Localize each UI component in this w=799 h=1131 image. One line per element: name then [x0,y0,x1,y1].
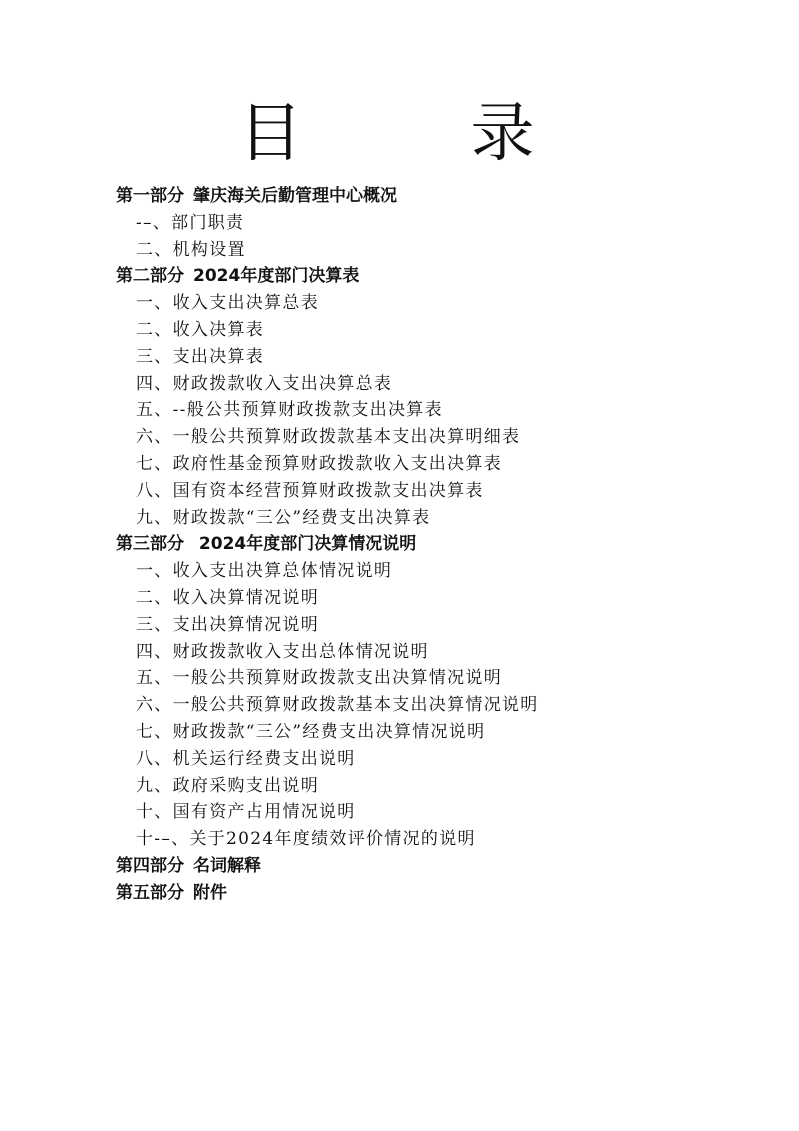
table-of-contents [116,183,756,907]
toc-item: 六、一般公共预算财政拨款基本支出决算明细表 [136,427,521,448]
part-number: 第三部分 [116,534,184,555]
toc-item: 四、财政拨款收入支出决算总表 [136,373,393,394]
toc-item: 二、收入决算表 [136,319,265,340]
part-title: 2024年度部门决算情况说明 [193,534,417,555]
toc-item: 五、--般公共预算财政拨款支出决算表 [136,400,443,421]
toc-item: 七、政府性基金预算财政拨款收入支出决算表 [136,453,502,474]
toc-item: 八、国有资本经营预算财政拨款支出决算表 [136,480,484,501]
part-heading-2 [116,263,756,290]
toc-item: 九、政府采购支出说明 [136,775,319,796]
part-heading-5 [116,880,756,907]
part-title: 名词解释 [193,855,261,876]
toc-item: 二、收入决算情况说明 [136,587,319,608]
part-heading-1 [116,183,756,210]
part-number: 第五部分 [116,882,184,903]
toc-item: 九、财政拨款“三公”经费支出决算表 [136,507,431,528]
toc-item: 二、机构设置 [136,239,246,260]
part-heading-4 [116,853,756,880]
part-heading-3 [116,531,756,558]
part-number: 第一部分 [116,186,184,206]
part-number: 第四部分 [116,855,184,876]
toc-item: 一、收入支出决算总体情况说明 [136,561,393,582]
part-title: 肇庆海关后勤管理中心概况 [193,186,397,206]
part-number: 第二部分 [116,266,184,287]
toc-item: 八、机关运行经费支出说明 [136,748,356,769]
toc-item: 十-–、关于2024年度绩效评价情况的说明 [136,829,476,850]
toc-item: 三、支出决算情况说明 [136,614,319,635]
toc-item: 三、支出决算表 [136,346,265,367]
toc-item: 六、一般公共预算财政拨款基本支出决算情况说明 [136,695,539,716]
toc-item: 七、财政拨款“三公”经费支出决算情况说明 [136,721,486,742]
page-title: 目 录 [238,97,587,171]
toc-item: 四、财政拨款收入支出总体情况说明 [136,641,429,662]
toc-item: 五、一般公共预算财政拨款支出决算情况说明 [136,668,502,689]
toc-item: 十、国有资产占用情况说明 [136,802,356,823]
part-title: 2024年度部门决算表 [193,266,360,287]
toc-item: -–、部门职责 [136,212,245,233]
part-title: 附件 [193,882,227,903]
toc-item: 一、收入支出决算总表 [136,293,319,314]
